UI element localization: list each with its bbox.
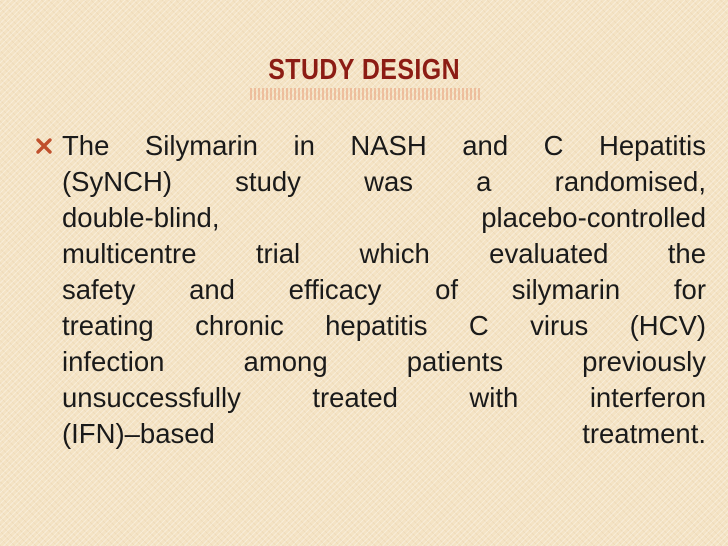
title-decorative-rule xyxy=(250,88,482,100)
body-text-line: multicentre trial which evaluated the xyxy=(62,238,706,269)
body-text-line: (SyNCH) study was a randomised, xyxy=(62,166,706,197)
slide-title: STUDY DESIGN xyxy=(268,54,461,86)
body-text-line: The Silymarin in NASH and C Hepatitis xyxy=(62,130,706,161)
body-text-line: double-blind, placebo-controlled xyxy=(62,202,706,233)
body-text-line: infection among patients previously xyxy=(62,346,706,377)
x-mark-bullet-icon xyxy=(34,136,56,158)
body-text-line: safety and efficacy of silymarin for xyxy=(62,274,706,305)
body-text-line: treating chronic hepatitis C virus (HCV) xyxy=(62,310,706,341)
body-text-line: (IFN)–based treatment. xyxy=(62,418,706,449)
body-text-line: unsuccessfully treated with interferon xyxy=(62,382,706,413)
